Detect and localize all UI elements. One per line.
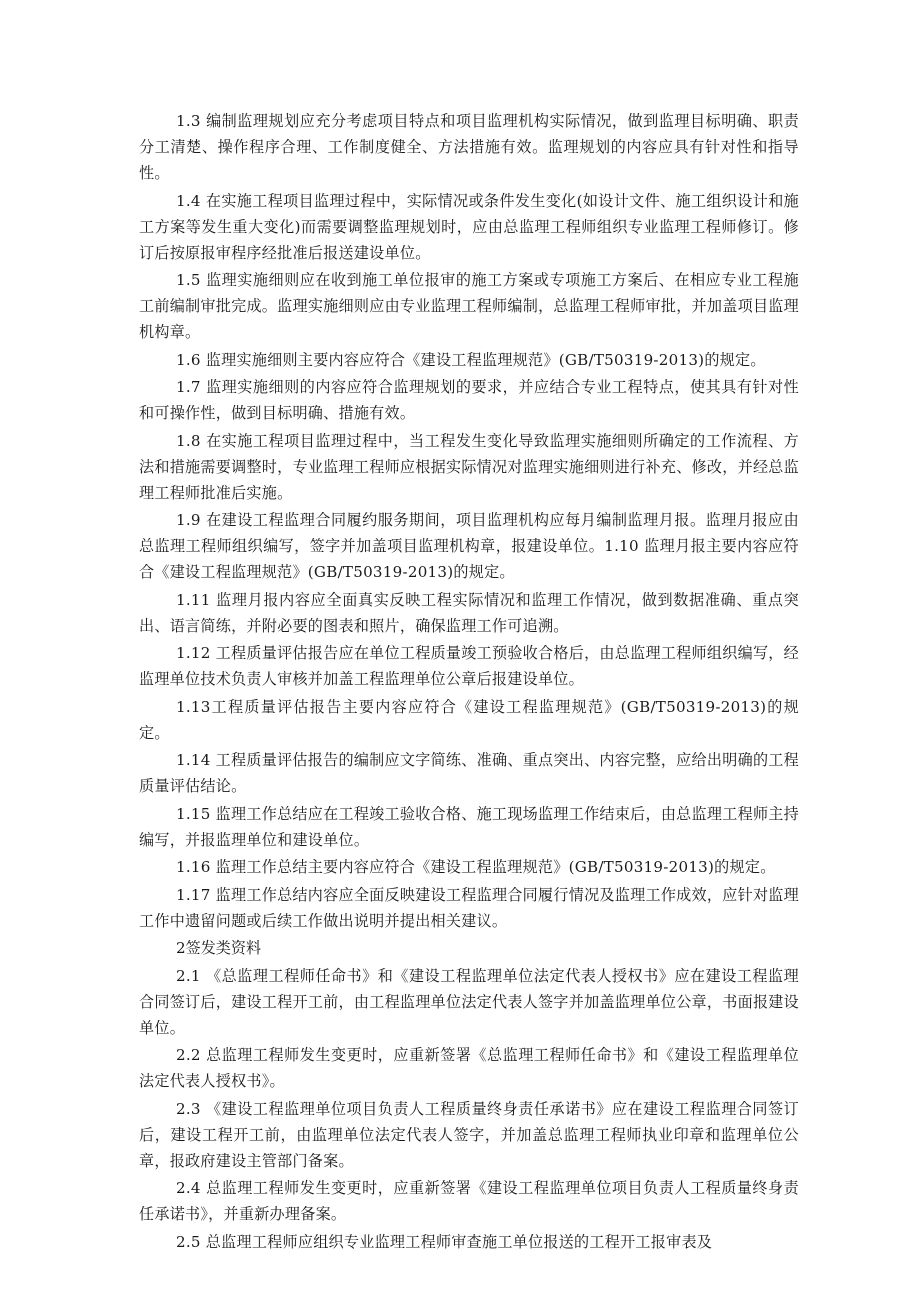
paragraph-1-6: 1.6 监理实施细则主要内容应符合《建设工程监理规范》(GB/T50319-2013)的规定。: [176, 350, 766, 369]
paragraph-1-16: 1.16 监理工作总结主要内容应符合《建设工程监理规范》(GB/T50319-2013)的规定。: [176, 858, 776, 876]
paragraph-1-7: 1.7 监理实施细则的内容应符合监理规划的要求，并应结合专业工程特点，使其具有针对性和可操作性，做到目标明确、措施有效。: [139, 378, 799, 422]
paragraph-1-17: 1.17 监理工作总结内容应全面反映建设工程监理合同履行情况及监理工作成效，应针对监理工作中遗留问题或后续工作做出说明并提出相关建议。: [139, 885, 799, 930]
paragraph-2-1: 2.1 《总监理工程师任命书》和《建设工程监理单位法定代表人授权书》应在建设工程监理合同签订后，建设工程开工前，由工程监理单位法定代表人签字并加盖监理单位公章，书面报建设单位。: [139, 966, 799, 1037]
paragraph-2-5: 2.5 总监理工程师应组织专业监理工程师审查施工单位报送的工程开工报审表及: [176, 1232, 713, 1251]
paragraph-1-13: 1.13工程质量评估报告主要内容应符合《建设工程监理规范》(GB/T50319-2013)的规定。: [139, 697, 799, 742]
paragraph-2-3: 2.3 《建设工程监理单位项目负责人工程质量终身责任承诺书》应在建设工程监理合同签订后，建设工程开工前，由监理单位法定代表人签字，并加盖总监理工程师执业印章和监理单位公章，报政府建设主管部门备案。: [139, 1099, 799, 1170]
section-heading-2: 2签发类资料: [176, 939, 262, 957]
paragraph-2-4: 2.4 总监理工程师发生变更时，应重新签署《建设工程监理单位项目负责人工程质量终身责任承诺书》，并重新办理备案。: [139, 1179, 799, 1223]
paragraph-1-14: 1.14 工程质量评估报告的编制应文字简练、准确、重点突出、内容完整，应给出明确的工程质量评估结论。: [139, 751, 799, 795]
paragraph-1-3: 1.3 编制监理规划应充分考虑项目特点和项目监理机构实际情况，做到监理目标明确、职责分工清楚、操作程序合理、工作制度健全、方法措施有效。监理规划的内容应具有针对性和指导性。: [139, 112, 799, 182]
paragraph-1-11: 1.11 监理月报内容应全面真实反映工程实际情况和监理工作情况，做到数据准确、重点突出、语言简练，并附必要的图表和照片，确保监理工作可追溯。: [139, 590, 799, 635]
paragraph-1-9: 1.9 在建设工程监理合同履约服务期间，项目监理机构应每月编制监理月报。监理月报应由总监理工程师组织编写，签字并加盖项目监理机构章，报建设单位。1.10 监理月报主要内容应符合《建设工程监理规范》(GB/T50319-2013)的规定。: [139, 511, 799, 581]
paragraph-1-4: 1.4 在实施工程项目监理过程中，实际情况或条件发生变化(如设计文件、施工组织设计和施工方案等发生重大变化)而需要调整监理规划时，应由总监理工程师组织专业监理工程师修订。修订后按原报审程序经批准后报送建设单位。: [139, 191, 799, 262]
document-page: [139, 108, 799, 1256]
paragraph-1-8: 1.8 在实施工程项目监理过程中，当工程发生变化导致监理实施细则所确定的工作流程、方法和措施需要调整时，专业监理工程师应根据实际情况对监理实施细则进行补充、修改，并经总监理工程师批准后实施。: [139, 431, 799, 502]
paragraph-2-2: 2.2 总监理工程师发生变更时，应重新签署《总监理工程师任命书》和《建设工程监理单位法定代表人授权书》。: [139, 1046, 799, 1090]
paragraph-1-12: 1.12 工程质量评估报告应在单位工程质量竣工预验收合格后，由总监理工程师组织编写，经监理单位技术负责人审核并加盖工程监理单位公章后报建设单位。: [139, 644, 799, 688]
paragraph-1-15: 1.15 监理工作总结应在工程竣工验收合格、施工现场监理工作结束后，由总监理工程师主持编写，并报监理单位和建设单位。: [139, 804, 799, 849]
paragraph-1-5: 1.5 监理实施细则应在收到施工单位报审的施工方案或专项施工方案后、在相应专业工程施工前编制审批完成。监理实施细则应由专业监理工程师编制，总监理工程师审批，并加盖项目监理机构章。: [139, 271, 799, 341]
